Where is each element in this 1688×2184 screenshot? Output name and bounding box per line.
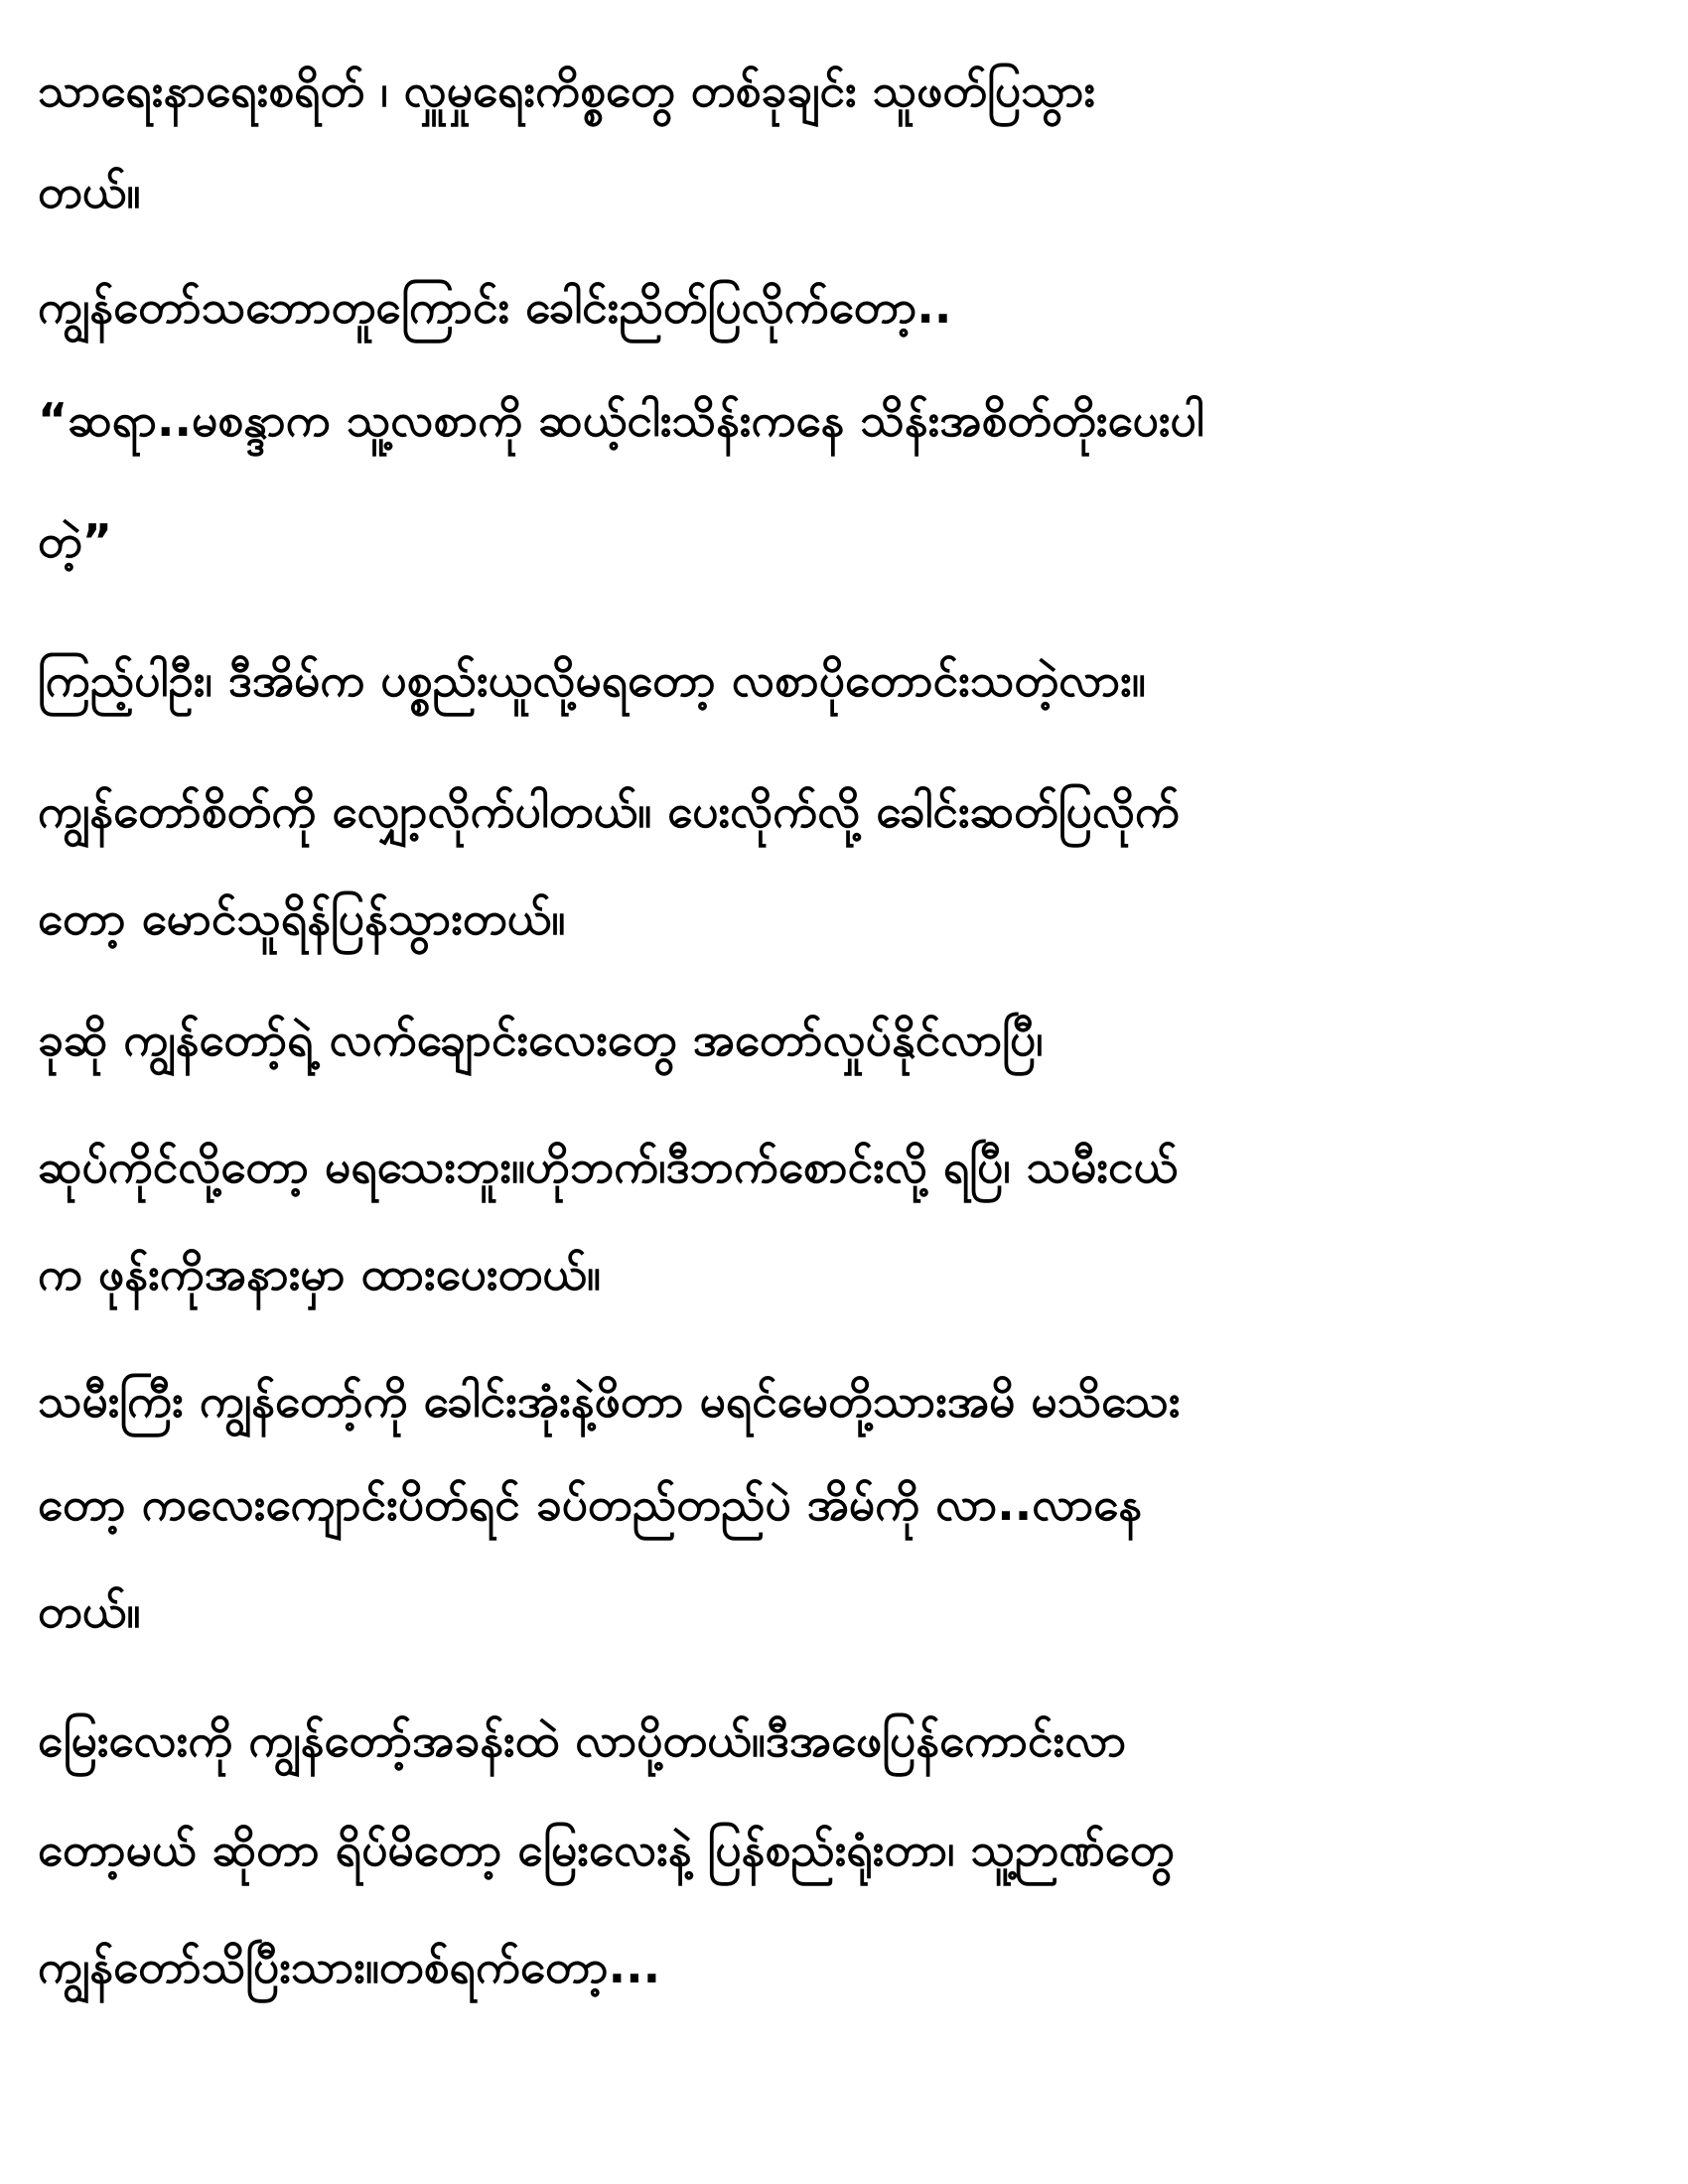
text-line-6: ကြည့်ပါဦး၊ ဒီအိမ်က ပစ္စည်းယူလို့မရတော့ လစာပိုတောင်းသတဲ့လား။ (38, 653, 1146, 707)
text-line-10: ဆုပ်ကိုင်လို့တော့ မရသေးဘူး။ဟိုဘက်၊ဒီဘက်စောင်းလို့ ရပြီ၊ သမီးငယ် (38, 1140, 1179, 1193)
text-line-5: တဲ့” (38, 514, 113, 568)
text-line-13: တော့ ကလေးကျောင်းပိတ်ရင် ခပ်တည်တည်ပဲ အိမ်ကို လာ..လာနေ (38, 1477, 1143, 1531)
text-line-3: ကျွန်တော်သဘောတူကြောင်း ခေါင်းညိတ်ပြလိုက်တော့.. (38, 280, 952, 334)
text-line-12: သမီးကြီး ကျွန်တော့်ကို ခေါင်းအုံးနဲ့ဖိတာ မရင်မေတို့သားအမိ မသိသေး (38, 1374, 1181, 1428)
text-line-15: မြေးလေးကို ကျွန်တော့်အခန်းထဲ လာပို့တယ်။ဒီအဖေပြန်ကောင်းလာ (38, 1713, 1127, 1767)
text-line-16: တော့မယ် ဆိုတာ ရိပ်မိတော့ မြေးလေးနဲ့ ပြန်စည်းရုံးတာ၊ သူ့ဉာဏ်တွေ (38, 1823, 1175, 1876)
text-line-9: ခုဆို ကျွန်တော့်ရဲ့ လက်ချောင်းလေးတွေ အတော်လှုပ်နိုင်လာပြီ၊ (38, 1013, 1044, 1066)
text-line-2: တယ်။ (38, 165, 141, 218)
text-line-8: တော့ မောင်သူရိန်ပြန်သွားတယ်။ (38, 891, 566, 945)
text-line-11: က ဖုန်းကိုအနားမှာ ထားပေးတယ်။ (38, 1247, 601, 1300)
text-line-14: တယ်။ (38, 1584, 141, 1638)
text-line-1: သာရေးနာရေးစရိတ် ၊ လှူမှုရေးကိစ္စတွေ တစ်ခုချင်း သူဖတ်ပြသွား (38, 64, 1096, 117)
text-line-7: ကျွန်တော်စိတ်ကို လျှော့လိုက်ပါတယ်။ ပေးလိုက်လို့ ခေါင်းဆတ်ပြလိုက် (38, 784, 1180, 838)
text-line-17: ကျွန်တော်သိပြီးသား။တစ်ရက်တော့... (38, 1940, 661, 1993)
text-line-4: “ဆရာ..မစန္ဒာက သူ့လစာကို ဆယ့်ငါးသိန်းကနေ သိန်းအစိတ်တိုးပေးပါ (38, 393, 1204, 447)
